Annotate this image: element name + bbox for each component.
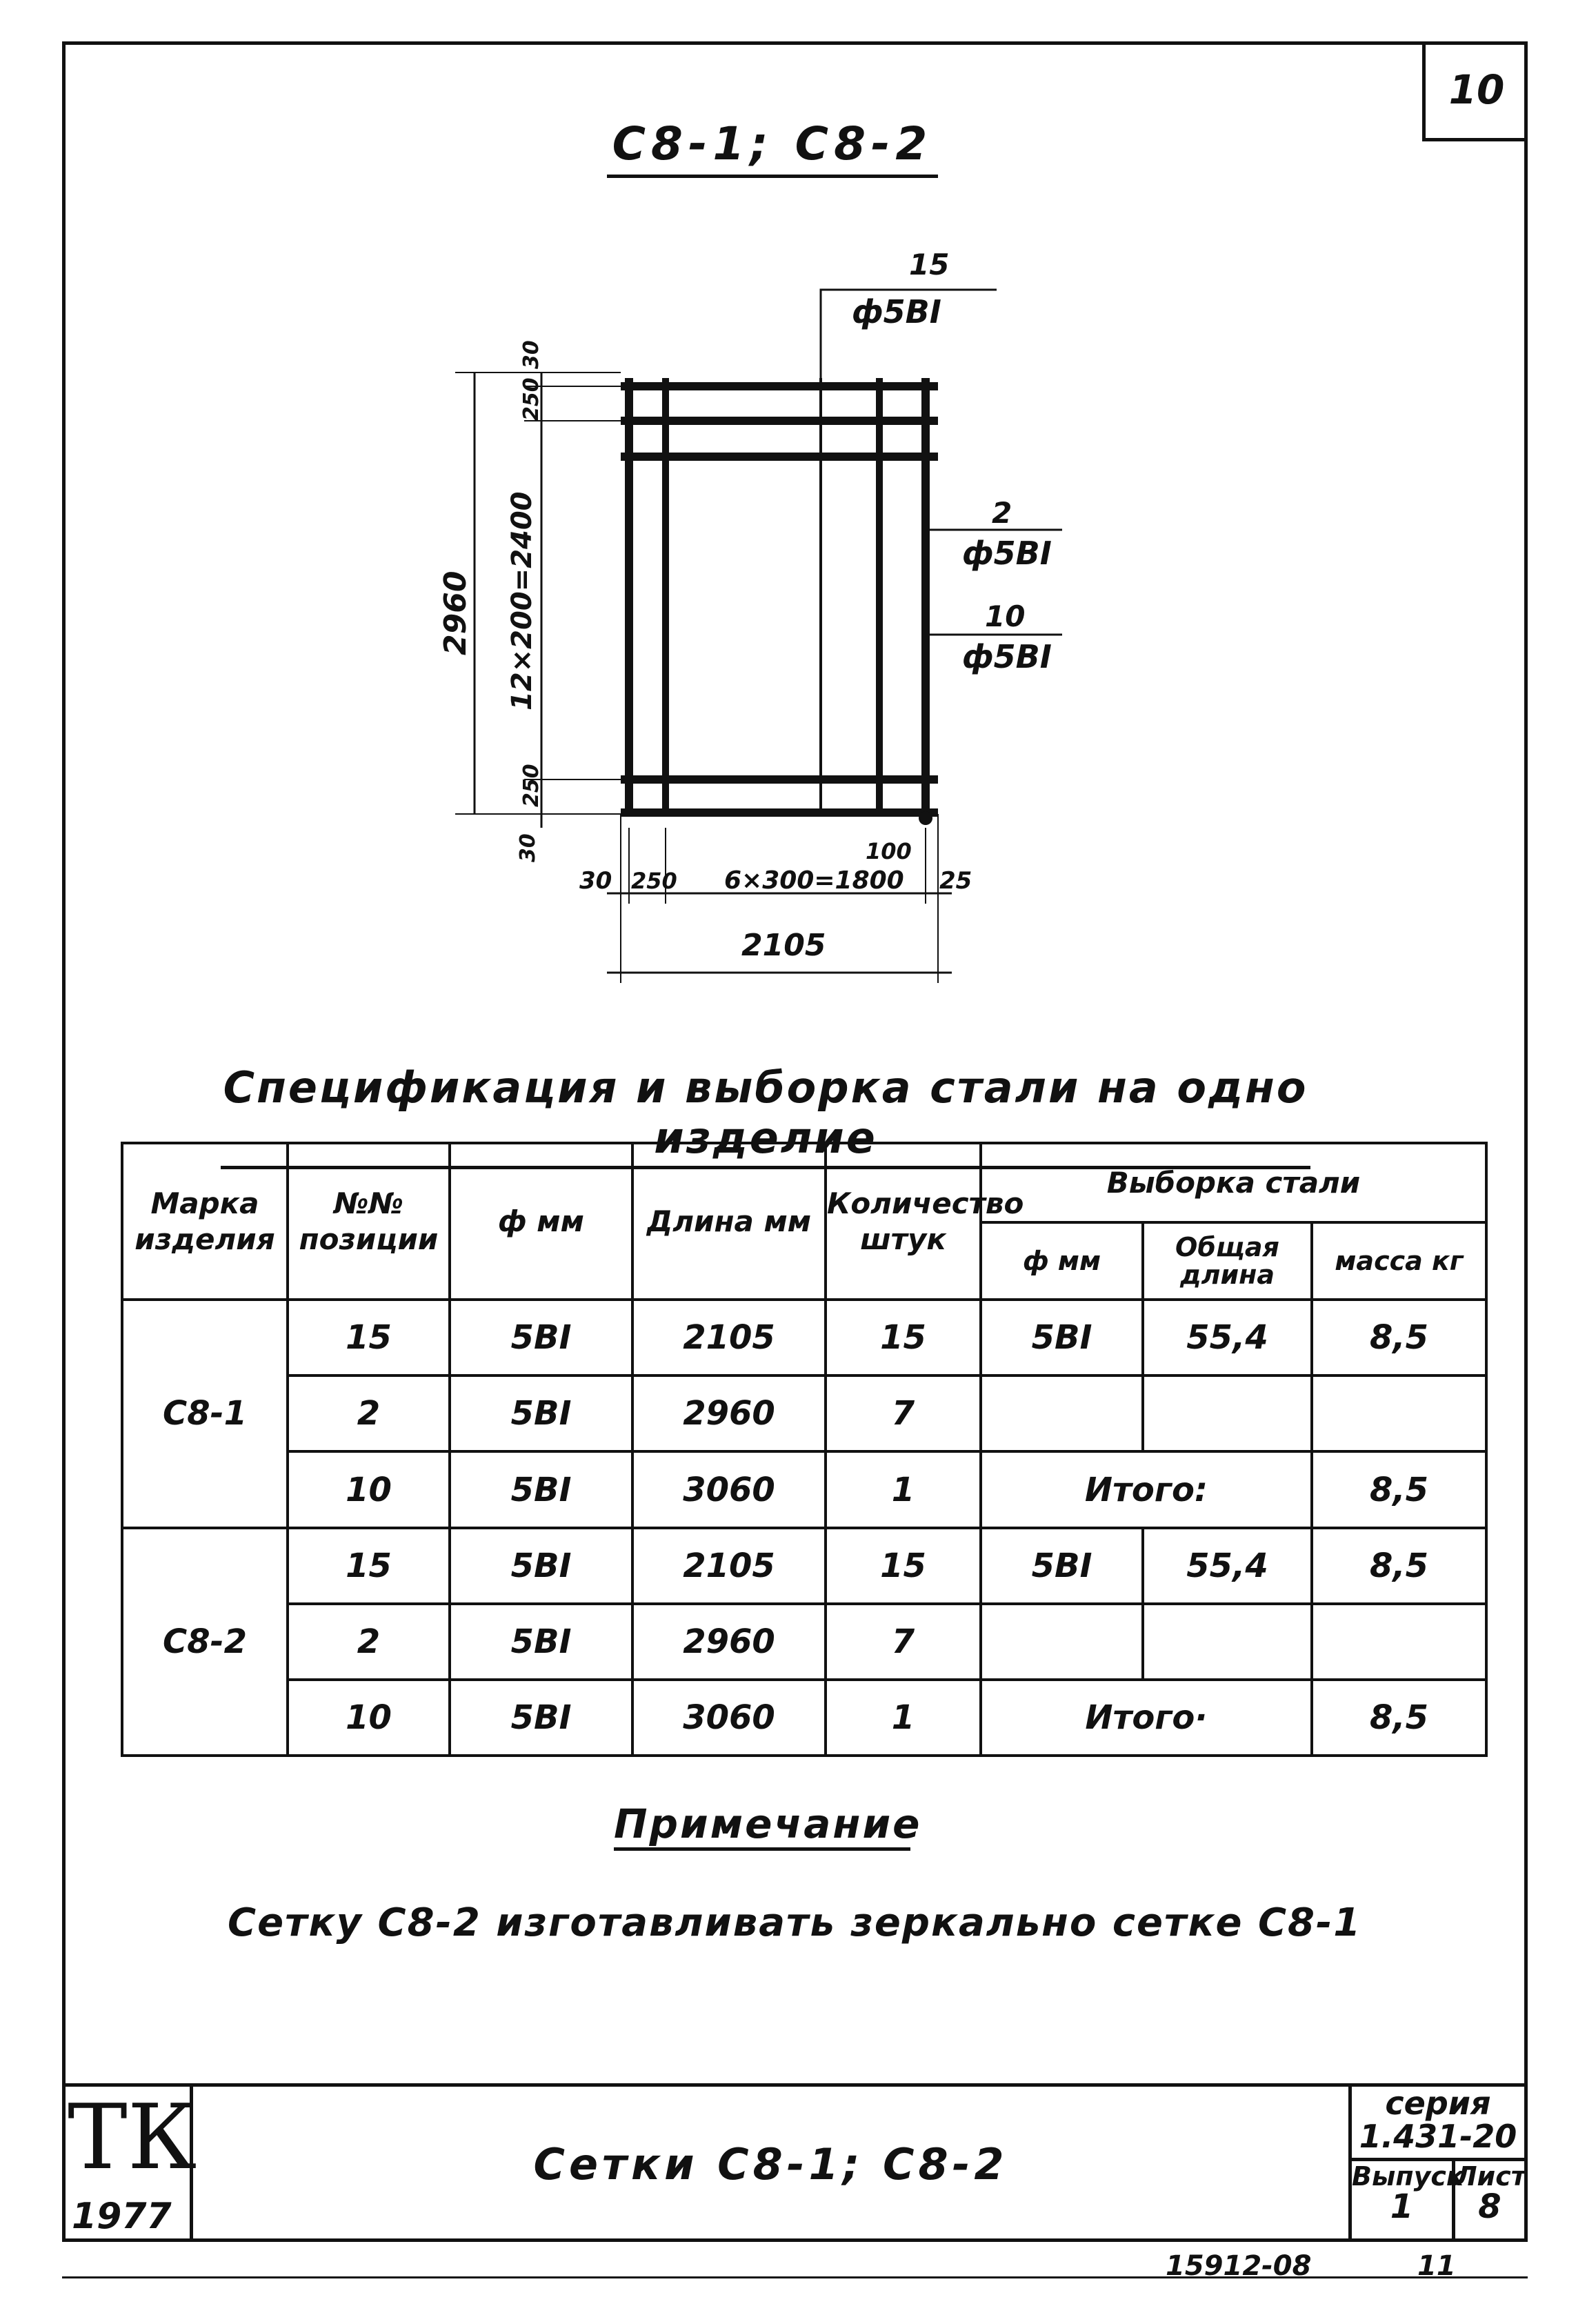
cell-position: 15 [288,1300,450,1375]
cell-diameter: 5ВI [450,1300,632,1375]
cell-length: 2960 [632,1604,826,1680]
table-row [122,1528,1486,1604]
cell-sel-mass: 8,5 [1312,1300,1486,1375]
title-block [62,2083,1528,2242]
cell-quantity: 7 [826,1375,981,1451]
sheet-label: Лист [1455,2161,1526,2192]
cell-total-label: Итого: [981,1451,1312,1527]
spec-table [121,1142,1488,1757]
cell-position: 15 [288,1528,450,1604]
series-value: 1.431-20 [1359,2118,1517,2155]
cell-length: 3060 [632,1451,826,1527]
title-block-logo-cell [62,2085,197,2242]
dim-top-30: 30 [519,340,543,369]
cell-diameter: 5ВI [450,1375,632,1451]
dim-left-250: 250 [631,868,677,894]
cell-quantity: 7 [826,1604,981,1680]
dim-mid-height: 12×200=2400 [506,491,538,711]
header-sel-diameter: ф мм [981,1222,1143,1300]
bar-10-count: 10 [985,599,1026,633]
sheet-value: 8 [1478,2187,1501,2226]
cell-empty [1312,1604,1486,1680]
cell-sel-diameter: 5ВI [981,1528,1143,1604]
sheet-number: 10 [1422,41,1528,141]
cell-total-label: Итого· [981,1680,1312,1756]
title-block-year: 1977 [72,2196,172,2237]
dim-top-250: 250 [519,377,543,421]
mesh-drawing [0,0,1587,1007]
header-mark: Марка изделия [122,1143,288,1300]
header-quantity: Количество штук [826,1143,981,1300]
cell-quantity: 15 [826,1300,981,1375]
mesh-corner-mark [919,811,932,825]
cell-empty [1143,1375,1312,1451]
dim-bot-250: 250 [519,764,543,807]
cell-sel-mass: 8,5 [1312,1528,1486,1604]
dim-left-30: 30 [579,867,612,895]
cell-diameter: 5ВI [450,1680,632,1756]
cell-quantity: 1 [826,1451,981,1527]
header-position: №№ позиции [288,1143,450,1300]
cell-position: 10 [288,1680,450,1756]
cell-sel-length: 55,4 [1143,1528,1312,1604]
cell-length: 2960 [632,1375,826,1451]
dim-total-height: 2960 [438,570,473,655]
bar-15-spec: ф5ВI [852,293,941,330]
cell-diameter: 5ВI [450,1604,632,1680]
spec-title: Спецификация и выборка стали на одно изделие [221,1062,1310,1169]
header-sel-mass: масса кг [1312,1222,1486,1300]
table-row [122,1604,1486,1680]
table-row [122,1375,1486,1451]
bar-2-spec: ф5ВI [962,535,1052,572]
cell-empty [1312,1375,1486,1451]
cell-total-mass: 8,5 [1312,1451,1486,1527]
group-mark: С8-2 [122,1528,288,1756]
bar-10-spec: ф5ВI [962,638,1052,675]
dim-mid-width: 6×300=1800 [724,866,904,895]
title-block-sheet [1455,2161,1524,2242]
cell-position: 2 [288,1604,450,1680]
cell-empty [1143,1604,1312,1680]
cell-position: 2 [288,1375,450,1451]
table-row [122,1680,1486,1756]
cell-total-mass: 8,5 [1312,1680,1486,1756]
group-mark: С8-1 [122,1300,288,1527]
organization-logo: ТК [68,2085,197,2189]
cell-position: 10 [288,1451,450,1527]
header-sel-total-length: Общая длина [1143,1222,1312,1300]
drawing-title: С8-1; С8-2 [607,117,938,178]
dim-total-width: 2105 [741,928,826,963]
cell-diameter: 5ВI [450,1528,632,1604]
series-label: серия [1385,2085,1491,2122]
cell-diameter: 5ВI [450,1451,632,1527]
cell-length: 2105 [632,1528,826,1604]
header-length: Длина мм [632,1143,826,1300]
issue-value: 1 [1390,2187,1414,2226]
table-row [122,1451,1486,1527]
cell-quantity: 15 [826,1528,981,1604]
bar-2-count: 2 [992,496,1012,530]
table-row [122,1300,1486,1375]
cell-length: 3060 [632,1680,826,1756]
note-title: Примечание [614,1800,910,1851]
title-block-issue [1352,2161,1464,2242]
issue-label: Выпуск [1352,2161,1464,2192]
cell-empty [981,1375,1143,1451]
title-block-title: Сетки С8-1; С8-2 [193,2087,1352,2242]
cell-empty [981,1604,1143,1680]
footer-page: 11 [1417,2250,1456,2282]
dim-right-100: 100 [866,838,912,864]
title-block-series [1352,2087,1524,2161]
cell-quantity: 1 [826,1680,981,1756]
footer-code: 15912-08 [1166,2250,1312,2282]
header-diameter: ф мм [450,1143,632,1300]
cell-length: 2105 [632,1300,826,1375]
cell-sel-diameter: 5ВI [981,1300,1143,1375]
bar-15-count: 15 [909,248,950,281]
cell-sel-length: 55,4 [1143,1300,1312,1375]
header-selection: Выборка стали [981,1143,1486,1222]
dim-right-25: 25 [939,867,972,895]
dim-bot-30: 30 [516,833,540,862]
note-text: Сетку С8-2 изготавливать зеркально сетке С8-1 [228,1900,1362,1945]
